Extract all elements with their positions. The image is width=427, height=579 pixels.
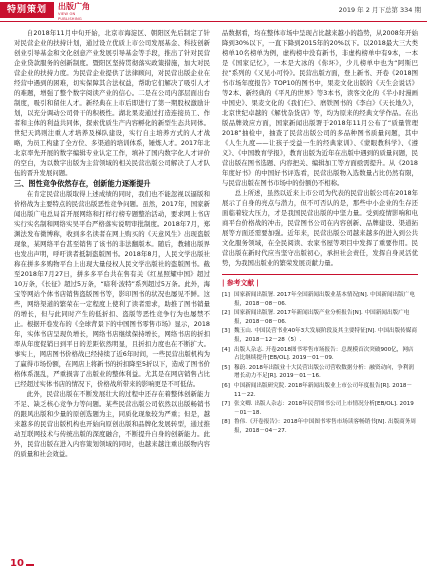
reference-item: [3] 魏玉山. 中国民营书业40年3大发展阶段及其主要特征[N]. 中国出版传媒商报，2018－12－28（5）.: [222, 328, 417, 343]
logo-chinese: 出版广角: [58, 2, 90, 11]
body-paragraph: 品数据看，均在整体市场中呈现占比越来越小的趋势，从2008年开始降到30%以下，一直下降到2015年的20%以下。以2018最大三大类榜单10名榜单为例，虚构榜中没有新书，非虚构榜单中有9本，一本是《国家记忆》，一本是大冰的《你坏》，少儿榜单中也为“阿斯巴拉”系列的《又见小可怜》。民营出版方面，登上新书、开卷《2018图书市场年度报告》TOP10的图书中，果麦文化出版的《天生会说话》等2本、新经典的《平凡的世界》等3本书，读客文化的《半小时漫画中国史》、果麦文化的《我们仨》、磨铁图书的《李白》《天长地久》，北京世纪卓越的《解忧杂货店》等，均为原来的经典文学作品。在出版品牌效应方面，国家新闻出版署于2018年11月公布了“质量管理2018”抽检中，抽查了民营出版公司的多品种图书质量问题，其中《人生九度——让孩子受益一生的经典家训》、《蒙眼教科学》、《遵义》、《中国教育学报》，教育出版为近年在出版中遇到的质量问题，民营出版在图书选题、内容把关、编辑加工等方面亟需提升。从《2018年度好书》的中国好书评选看，民营出版物入选数量占比仍然有限，与民营出版在图书市场中的份额仍不相称。: [222, 29, 418, 187]
reference-item: [7] 张文卿. 出版人杂志：2018年民营图书公司上市情况分析[EB/OL]. 2019－01－18.: [222, 401, 414, 416]
body-paragraph: 总上所述，虽然以近来上市公司为代表的民营出版公司在2018年展示了自身的亮点与潜力，但不可否认的是，那些中小企业的生存还面临着较大压力，才是我国民营出版的中坚力量。受到疫情影响和电商平台价格战的冲击，民营图书公司在内容创新、品牌建设、渠道拓展等方面还需要加强。近年来，民营出版公司越来越多的进入到公共文化服务领域，在全民阅读、农家书屋等项目中发挥了重要作用。民营出版在新时代应当坚守出版初心，承担社会责任，发挥自身灵活优势，为我国出版业的繁荣发展贡献力量。: [222, 189, 418, 267]
body-paragraph: 在肯定民营出版取得上述成绩的同时，我们也不能忽视以逼版和价格战为主要特点的民营出版恶性竞争问题。虽然，2017年，国家新闻出版广电总局首开展网络和打样行榜专题整治活动，要求网上书店实行实名制和网络实吴平台严格落实说明审批制度。2018年7月，郑渊法发布微博称，收到多名读者在网上购买的《天意风生》出现盗版现象，某网络平台甚至销售了该书的非法翻版本。随后，教辅出版界也发出声明，呼吁读者抵制盗版图书。2018年8月，人民文学出版社称在拼多多购物平台上出现大量侵权人民文学出版社的盗版图书。截至2018年7月27日，拼多多平台共在售有关《红星照耀中国》超过10万条，《长征》超过5万条，“暗利·波特”系列超过5万条。此外，海宝等网站个体书店销售盗版图书等，影印图书的状况也屡见不鲜。这些，网络渠道的繁荣在一定程度上使利了读者需求，助推了图书销量的增长，但与此同时产生的低折扣、盗版等恶性竞争行为也屡禁不止。根据开卷发布的《全球背景下的中国图书零售市场》显示，2018年，实体书店呈现负增长，网络书店继续保持增长，网络书店的折扣率从年度促销日到平日的差距依然明显，且折扣力度也在不断扩大。事实上，网店图书价格战已经持续了近6年时间，一些民营出版机构为了赢得市场份额，在网店上将新书的折扣降至5折以下，造成了图书价格体系混乱，严重损害了出版业的整体利益。尤其是在网店销售占比已经超过实体书店的情况下，价格战所带来的影响更是不可低估。: [14, 190, 210, 388]
page-number: 10: [10, 558, 24, 569]
section-heading: 三、图性竞争依然存在，创新能力逐渐提升: [14, 179, 151, 188]
right-column: [222, 28, 418, 437]
references-list: [222, 291, 418, 436]
reference-item: [8] 鲁伟.《开卷报告》：2018年中国图书零售市场读客畅销书[N]. 出版商务周报，2018－04－27.: [222, 419, 416, 434]
page-header: [0, 0, 427, 22]
reference-item: [4] 出版人杂志. 开卷2018图书零售市场报告：总规模首次突破900亿，网店占比继续提升[EB/OL]. 2019－01－09.: [222, 346, 414, 362]
issue-info: 2019 年 2 月下总第 334 期: [338, 6, 421, 14]
body-paragraph: 自2018年11月中旬开始，北京市海淀区、朝阳区先后制定了针对民营企业的扶持计划，通过设立优质上市公司发展基金、科技创新创业引导基金和文化创意产业发展引导基金等手段，推出了针对民营企业贷款服务的创新制度。暨阳区坚持贯彻落实政策措施，加大对民营企业的扶持力度。为民营企业提供了法律顾问，对民营出版企业在经营中遇到的困难，切实保障其合法权益，帮助它们解决了吸引人才的难题，增强了整个数字阅读产业的信心。二是在公司内部层面出台制度，吸引和留住人才。新经典在上市后即进行了第一期股权激励计划，以充分调动公司骨干的积极性。湖北果麦通过打造连接员工、作者和主体的利益共同体，探索优质生产内容孵化的新型生态共同体。世纪天鸿则注重人才培养及梯队建设，实行自主培养方式的人才战略，为员工构建了全方位、多渠道的培训体系，锤炼人才。2017年北北京率先开展的数字编辑专业认定工作，填补了国内数字化人才评价的空白，为以数字出版为主营领域的相关民营出版公司解决了人才队伍的晋升发展问题。: [14, 29, 210, 177]
section-tag: 特别策划: [0, 2, 54, 18]
publication-logo: [58, 2, 98, 21]
footer-rule: [26, 564, 34, 566]
reference-item: [1] 国家新闻出版署. 2017年全国新闻出版业基本情况[N]. 中国新闻出版广电报，2018－08－06.: [222, 292, 415, 307]
reference-item: [2] 国家新闻出版署. 2017年新闻出版产业分析报告[N]. 中国新闻出版广电报，2018－08－06.: [222, 310, 410, 325]
left-column: [14, 28, 210, 459]
header-rule: [0, 21, 427, 22]
logo-english: VIEW ON PUBLISHING: [58, 12, 82, 21]
page-footer: [0, 552, 427, 579]
reference-item: [5] 穆蔚. 2018年出版业十大民营出版公司营收数据分析：融资动向，争利润增长动力不足[R]. 2019－01－16.: [222, 364, 415, 380]
body-paragraph: 此外，民营出版在不断发展壮大的过程中还存在着整体创新能力不足、缺乏核心竞争力等问题。某些民营出版公司依然以出版畅销书的跟风出版和少量的原创选题为主，同质化现象较为严重；但是，越来越多的民营出版机构也开始向原创出版和品牌化发展转型，通过推动互联网技术与传统出版的深度融合，不断提升自身的创新能力。此外，民营出版在进入内容策划领域的同时，也越来越注重出版物内容的质量和社会效益。: [14, 390, 210, 458]
reference-item: [6] 中国新闻出版研究院. 2018年新闻出版业上市公司年度报告[R]. 2018－11－22.: [222, 382, 413, 398]
references-heading: | 参考文献 |: [222, 274, 418, 288]
